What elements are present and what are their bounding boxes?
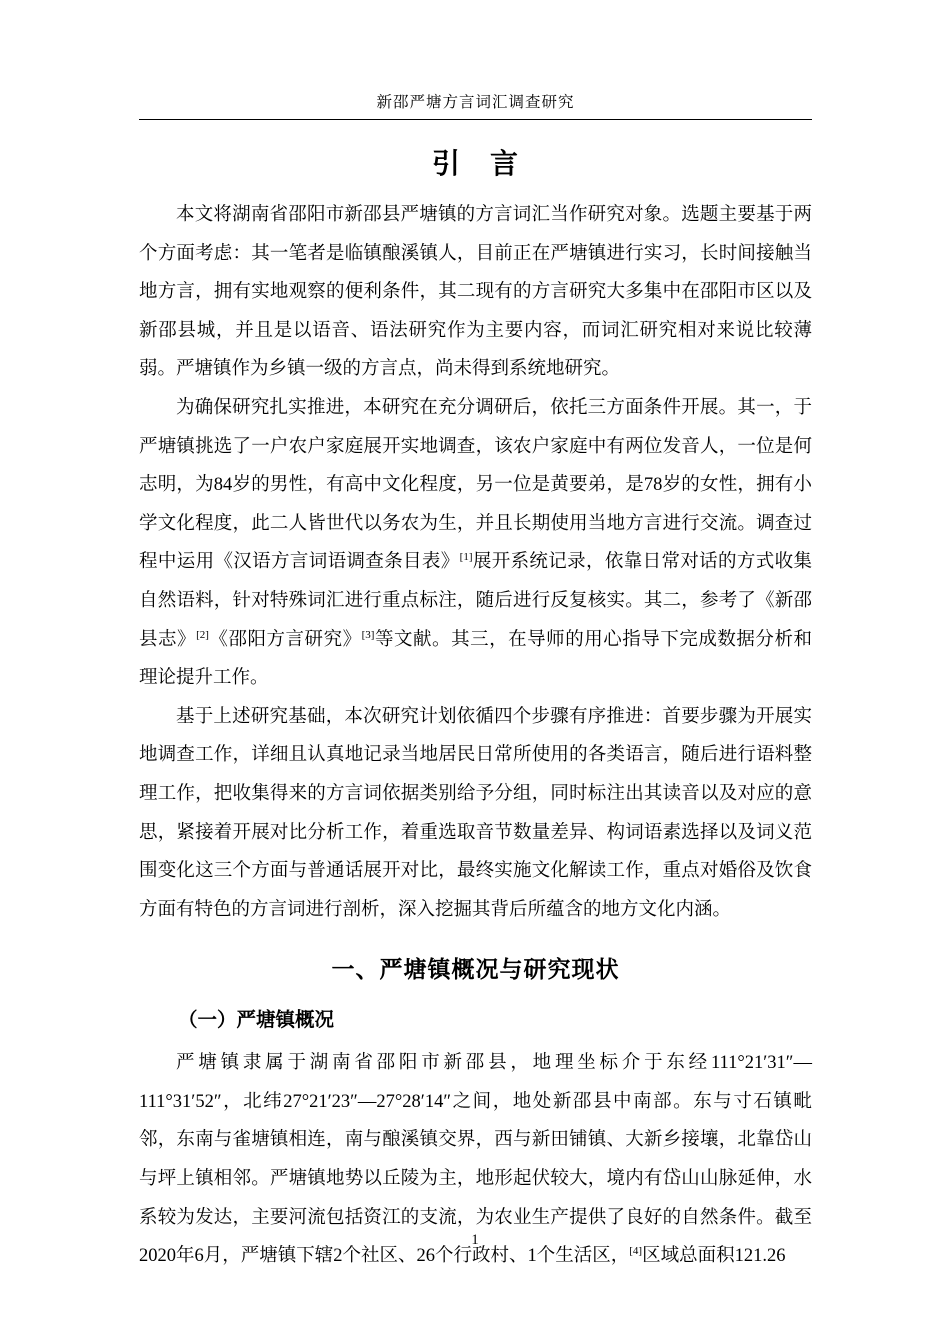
page-footer: [0, 1232, 950, 1249]
page-number: 1: [471, 1232, 479, 1248]
subsection-heading: （一）严塘镇概况: [178, 1009, 335, 1032]
document-title: 引 言: [431, 149, 519, 180]
intro-paragraph-3: 基于上述研究基础，本次研究计划依循四个步骤有序推进：首要步骤为开展实地调查工作，详细且认真地记录当地居民日常所使用的各类语言，随后进行语料整理工作，把收集得来的方言词依据类别给予分组，同时标注出其读音以及对应的意思，紧接着开展对比分析工作，着重选取音节数量差异、构词语素选择以及词义范围变化这三个方面与普通话展开对比，最终实施文化解读工作，重点对婚俗及饮食方面有特色的方言词进行剖析，深入挖掘其背后所蕴含的地方文化内涵。: [139, 706, 812, 920]
intro-paragraph-2: 为确保研究扎实推进，本研究在充分调研后，依托三方面条件开展。其一，于严塘镇挑选了一户农户家庭展开实地调查，该农户家庭中有两位发音人，一位是何志明，为84岁的男性，有高中文化程度，另一位是黄要弟，是78岁的女性，拥有小学文化程度，此二人皆世代以务农为生，并且长期使用当地方言进行交流。调查过程中运用《汉语方言词语调查条目表》[1]展开系统记录，依靠日常对话的方式收集自然语料，针对特殊词汇进行重点标注，随后进行反复核实。其二，参考了《新邵县志》[2]《邵阳方言研究》[3]等文献。其三，在导师的用心指导下完成数据分析和理论提升工作。: [139, 397, 812, 689]
citation-superscript: [2]: [196, 628, 209, 641]
citation-superscript: [1]: [459, 551, 473, 564]
citation-superscript: [4]: [629, 1245, 643, 1258]
document-body: [139, 130, 812, 1276]
section-heading: 一、严塘镇概况与研究现状: [331, 956, 620, 983]
section-paragraph-1: 严塘镇隶属于湖南省邵阳市新邵县，地理坐标介于东经111°21′31″—111°31′52″，北纬27°21′23″—27°28′14″之间，地处新邵县中南部。东与寸石镇毗邻，东南与雀塘镇相连，南与酿溪镇交界，西与新田铺镇、大新乡接壤，北靠岱山与坪上镇相邻。严塘镇地势以丘陵为主，地形起伏较大，境内有岱山山脉延伸，水系较为发达，主要河流包括资江的支流，为农业生产提供了良好的自然条件。截至2020年6月，严塘镇下辖2个社区、26个行政村、1个生活区，[4]区域总面积121.26: [139, 1053, 812, 1267]
intro-paragraph-1: 本文将湖南省邵阳市新邵县严塘镇的方言词汇当作研究对象。选题主要基于两个方面考虑：其一笔者是临镇酿溪镇人，目前正在严塘镇进行实习，长时间接触当地方言，拥有实地观察的便利条件，其二现有的方言研究大多集中在邵阳市区以及新邵县城，并且是以语音、语法研究作为主要内容，而词汇研究相对来说比较薄弱。严塘镇作为乡镇一级的方言点，尚未得到系统地研究。: [139, 205, 812, 380]
page-header: [139, 90, 812, 120]
running-title: 新邵严塘方言词汇调查研究: [376, 94, 575, 111]
citation-superscript: [3]: [361, 628, 375, 641]
